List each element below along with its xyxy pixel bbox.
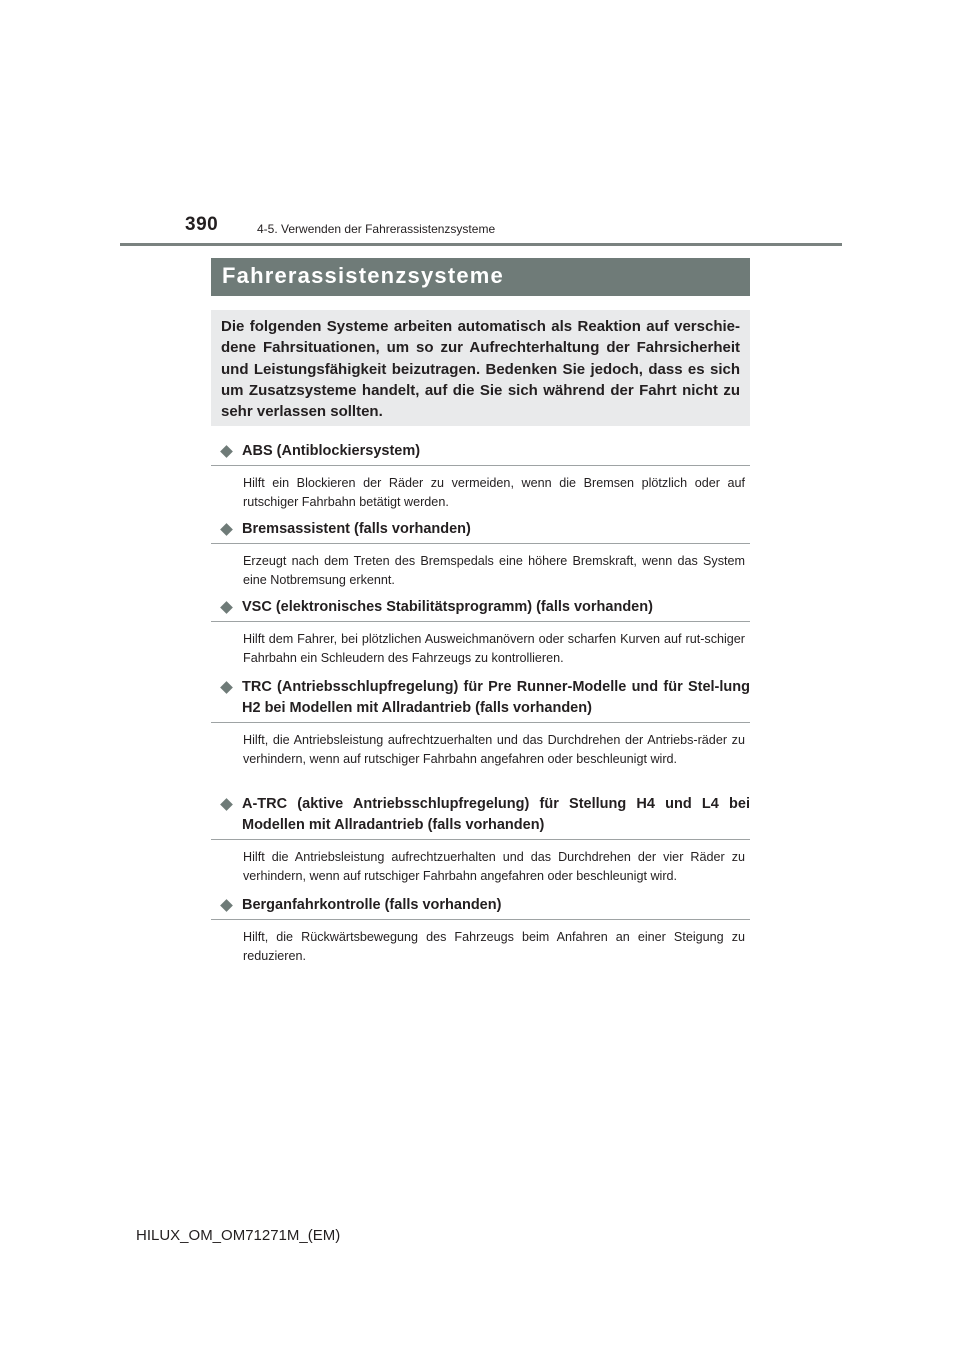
section-a-trc [211, 794, 750, 887]
section-body: Hilft, die Antriebsleistung aufrechtzuerhalten und das Durchdrehen der Antriebs-räder zu verhindern, wenn auf rutschiger Fahrbahn angefahren oder beschleunigt wird. [243, 733, 745, 767]
section-heading [211, 519, 750, 544]
diamond-bullet-icon [220, 523, 233, 536]
diamond-bullet-icon [220, 798, 233, 811]
footer-doc-code: HILUX_OM_OM71271M_(EM) [136, 1227, 341, 1244]
section-hill-start [211, 895, 750, 967]
page-title: Fahrerassistenzsysteme [222, 263, 504, 288]
diamond-bullet-icon [220, 601, 233, 614]
section-trc [211, 677, 750, 770]
section-heading-text: Bremsassistent (falls vorhanden) [242, 521, 471, 537]
section-heading-text: A-TRC (aktive Antriebsschlupfregelung) für Stellung H4 und L4 bei Modellen mit Allradantrieb (falls vorhanden) [242, 796, 750, 833]
section-heading [211, 677, 750, 723]
section-heading-text: Berganfahrkontrolle (falls vorhanden) [242, 897, 502, 913]
section-body: Hilft die Antriebsleistung aufrechtzuerhalten und das Durchdrehen der vier Räder zu verhindern, wenn auf rutschiger Fahrbahn angefahren oder beschleunigt wird. [243, 850, 745, 884]
section-abs [211, 441, 750, 513]
diamond-bullet-icon [220, 445, 233, 458]
section-heading [211, 441, 750, 466]
section-heading-text: TRC (Antriebsschlupfregelung) für Pre Runner-Modelle und für Stel-lung H2 bei Modellen mit Allradantrieb (falls vorhanden) [242, 679, 750, 716]
section-body: Erzeugt nach dem Treten des Bremspedals eine höhere Bremskraft, wenn das System eine Notbremsung erkennt. [243, 554, 745, 588]
section-heading-text: VSC (elektronisches Stabilitätsprogramm) (falls vorhanden) [242, 599, 653, 615]
section-body: Hilft ein Blockieren der Räder zu vermeiden, wenn die Bremsen plötzlich oder auf rutschiger Fahrbahn betätigt werden. [243, 476, 745, 510]
section-heading-text: ABS (Antiblockiersystem) [242, 443, 421, 459]
section-heading [211, 597, 750, 622]
title-bar [211, 258, 750, 296]
section-body: Hilft, die Rückwärtsbewegung des Fahrzeugs beim Anfahren an einer Steigung zu reduzieren. [243, 930, 745, 964]
section-heading [211, 895, 750, 920]
page-number: 390 [185, 214, 219, 235]
chapter-header: 4-5. Verwenden der Fahrerassistenzsysteme [257, 222, 496, 236]
section-heading [211, 794, 750, 840]
intro-box [211, 310, 750, 426]
section-vsc [211, 597, 750, 669]
diamond-bullet-icon [220, 899, 233, 912]
section-brake-assist [211, 519, 750, 591]
header-divider [120, 243, 842, 246]
section-body: Hilft dem Fahrer, bei plötzlichen Ausweichmanövern oder scharfen Kurven auf rut-schiger Fahrbahn ein Schleudern des Fahrzeugs zu kontrollieren. [243, 632, 745, 666]
diamond-bullet-icon [220, 681, 233, 694]
intro-text: Die folgenden Systeme arbeiten automatisch als Reaktion auf verschie-dene Fahrsituationen, um so zur Aufrechterhaltung der Fahrsicherheit und Leistungsfähigkeit beizutragen. Bedenken Sie jedoch, dass es sich um Zusatzsysteme handelt, auf die Sie sich während der Fahrt nicht zu sehr verlassen sollten. [221, 318, 740, 421]
